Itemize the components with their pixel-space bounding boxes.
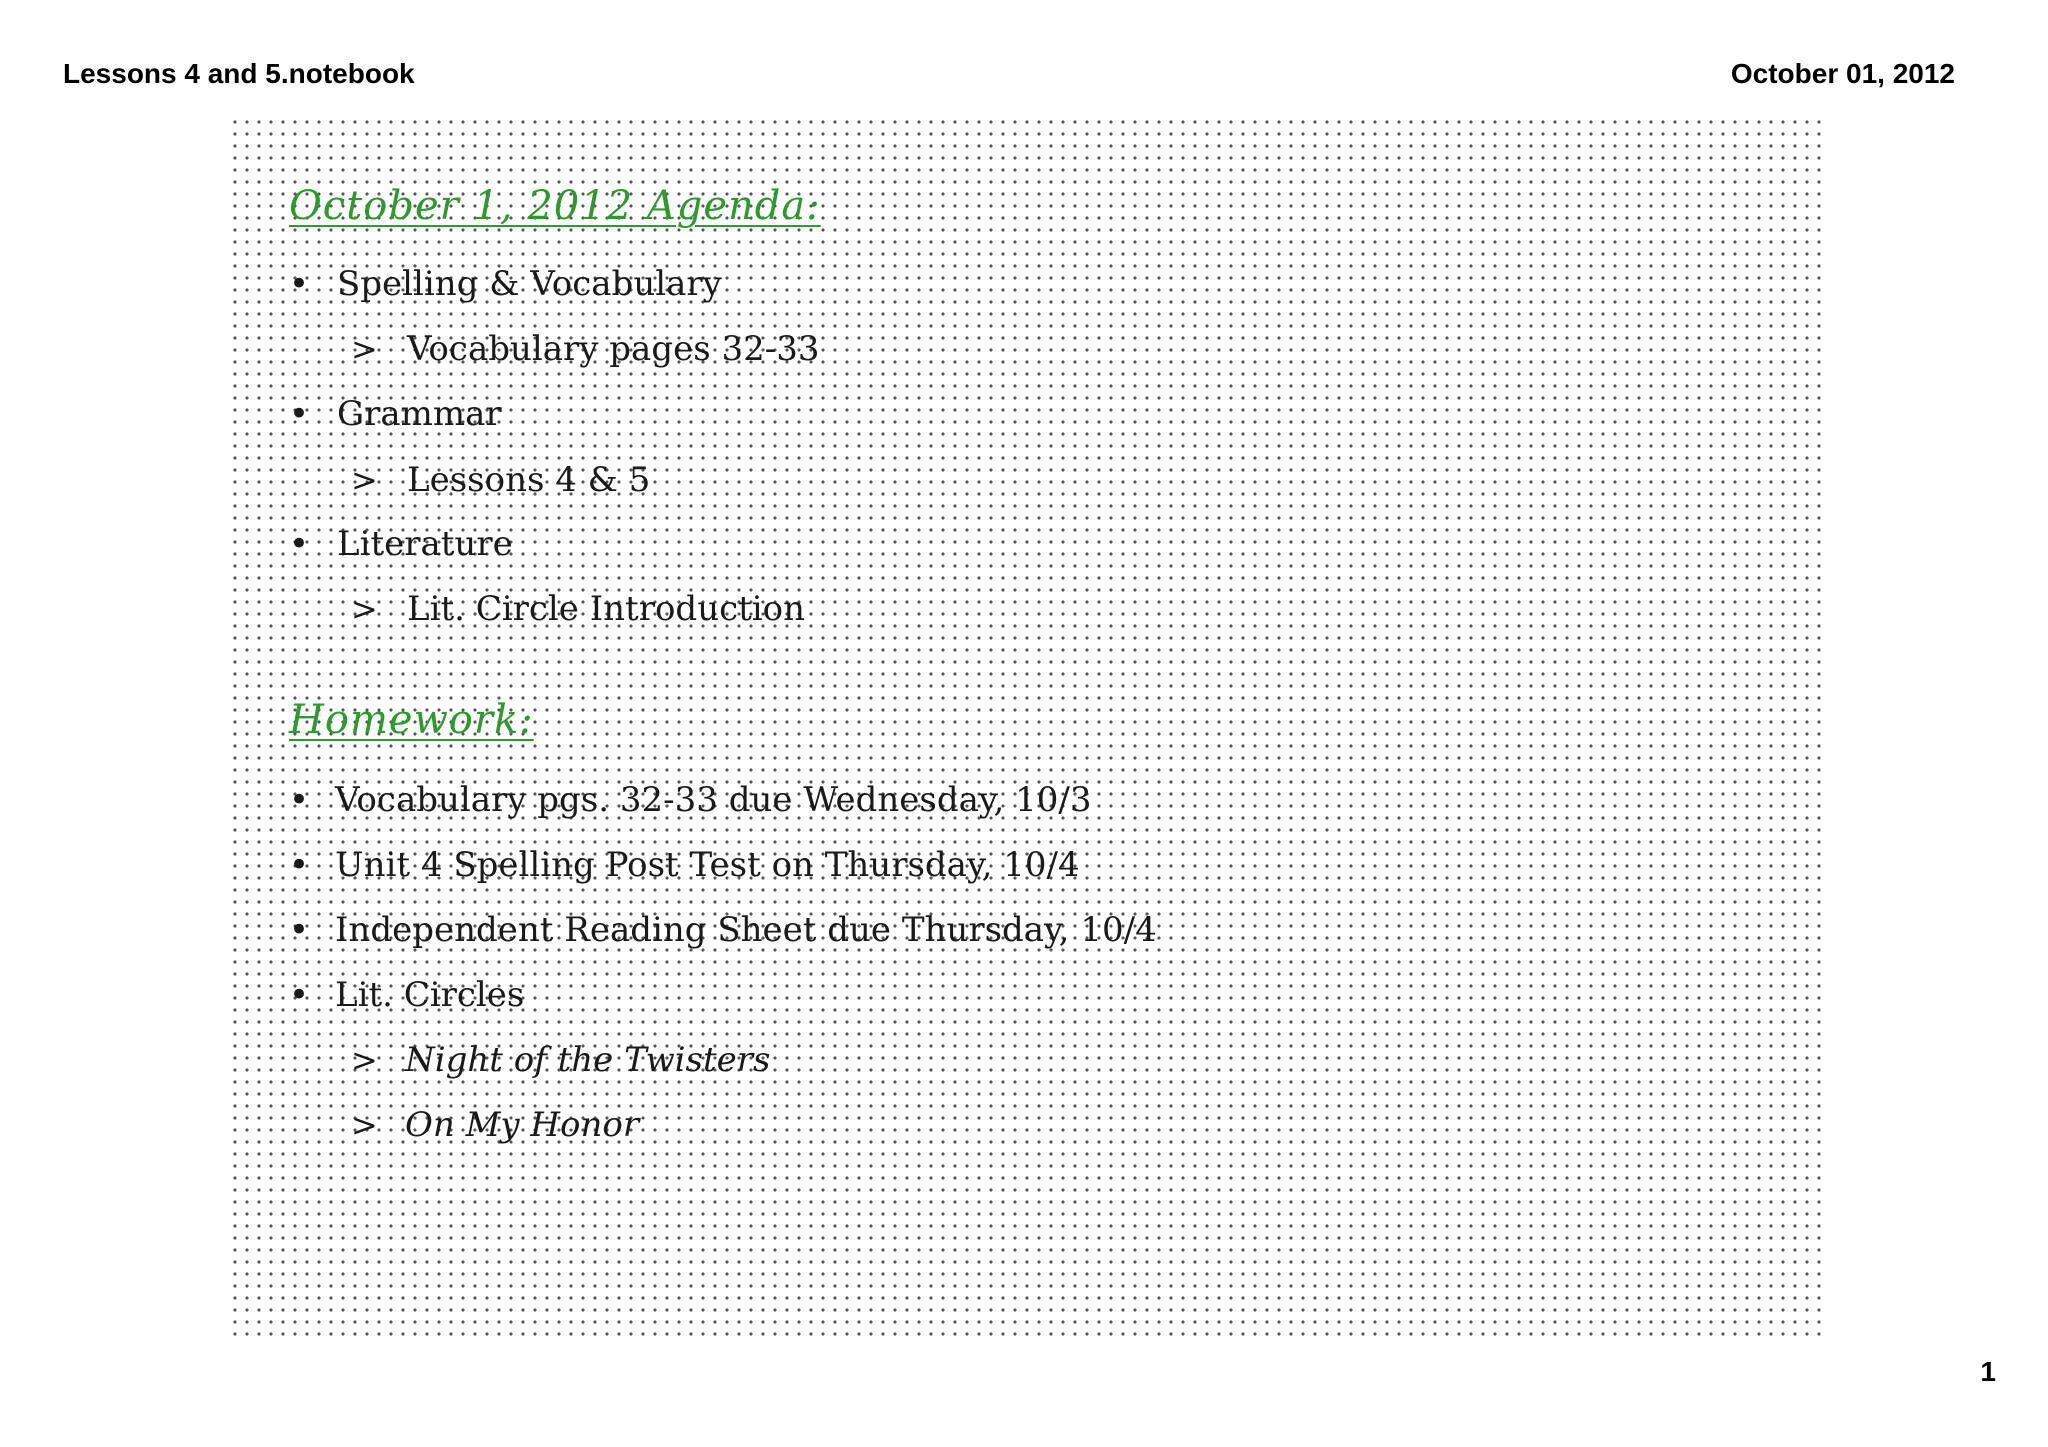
homework-item-label: Vocabulary pgs. 32-33 due Wednesday, 10/3 [335, 780, 1092, 820]
bullet-icon: • [289, 975, 310, 1015]
book-title: On My Honor [405, 1105, 640, 1145]
agenda-subitem-label: Lit. Circle Introduction [407, 589, 806, 629]
homework-item-label: Lit. Circles [335, 975, 525, 1015]
bullet-icon: • [289, 524, 310, 564]
arrow-icon: > [351, 1041, 378, 1079]
agenda-item-label: Grammar [337, 394, 502, 434]
notebook-page [229, 116, 1829, 1338]
arrow-icon: > [351, 590, 378, 628]
arrow-icon: > [351, 330, 378, 368]
bullet-icon: • [289, 264, 310, 304]
agenda-subitem-label: Lessons 4 & 5 [407, 460, 651, 500]
homework-item-label: Unit 4 Spelling Post Test on Thursday, 10/4 [335, 845, 1080, 885]
agenda-subitem-label: Vocabulary pages 32-33 [407, 329, 820, 369]
document-date: October 01, 2012 [1730, 58, 1955, 89]
document-filename: Lessons 4 and 5.notebook [63, 58, 415, 89]
homework-item-label: Independent Reading Sheet due Thursday, 10/4 [335, 910, 1157, 950]
agenda-item-label: Literature [337, 524, 513, 564]
arrow-icon: > [351, 461, 378, 499]
bullet-icon: • [289, 780, 310, 820]
book-title: Night of the Twisters [405, 1040, 771, 1080]
arrow-icon: > [351, 1106, 378, 1144]
bullet-icon: • [289, 845, 310, 885]
page-number: 1 [1980, 1356, 1996, 1387]
bullet-icon: • [289, 394, 310, 434]
bullet-icon: • [289, 910, 310, 950]
agenda-heading: October 1, 2012 Agenda: [289, 183, 821, 229]
homework-heading: Homework: [289, 697, 534, 743]
agenda-item-label: Spelling & Vocabulary [337, 264, 722, 304]
